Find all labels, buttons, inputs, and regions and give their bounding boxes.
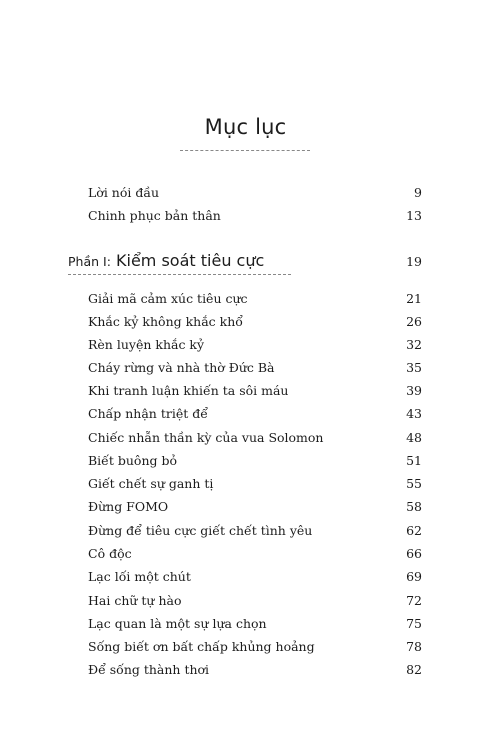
toc-entry[interactable] bbox=[88, 451, 422, 471]
toc-entry-title: Rèn luyện khắc kỷ bbox=[88, 337, 205, 352]
toc-entry-page: 26 bbox=[406, 314, 422, 329]
toc-entry[interactable] bbox=[88, 428, 422, 448]
toc-entry[interactable] bbox=[88, 474, 422, 494]
toc-entry[interactable] bbox=[88, 614, 422, 634]
toc-entry[interactable] bbox=[88, 660, 422, 680]
toc-entry[interactable] bbox=[88, 497, 422, 517]
toc-entry-title: Lạc quan là một sự lựa chọn bbox=[88, 616, 267, 631]
toc-entry-page: 43 bbox=[406, 406, 422, 421]
toc-entry[interactable] bbox=[88, 381, 422, 401]
toc-entry-page: 58 bbox=[406, 499, 422, 514]
toc-entry-page: 55 bbox=[406, 476, 422, 491]
toc-entry[interactable] bbox=[88, 335, 422, 355]
toc-entry-page: 75 bbox=[406, 616, 422, 631]
toc-entry[interactable] bbox=[88, 358, 422, 378]
toc-entry-page: 35 bbox=[406, 360, 422, 375]
toc-entry-title: Hai chữ tự hào bbox=[88, 593, 182, 608]
toc-entry-page: 72 bbox=[406, 593, 422, 608]
toc-entry-title: Giải mã cảm xúc tiêu cực bbox=[88, 291, 248, 306]
toc-entry[interactable] bbox=[88, 591, 422, 611]
toc-entry[interactable] bbox=[88, 521, 422, 541]
toc-entry-page: 69 bbox=[406, 569, 422, 584]
toc-entry-title: Chiếc nhẫn thần kỳ của vua Solomon bbox=[88, 430, 324, 445]
toc-entry[interactable] bbox=[88, 183, 422, 203]
toc-entry-title: Cô độc bbox=[88, 546, 132, 561]
part-dashed-rule bbox=[68, 274, 291, 275]
toc-entry-page: 48 bbox=[406, 430, 422, 445]
toc-entry-page: 62 bbox=[406, 523, 422, 538]
toc-entry-title: Cháy rừng và nhà thờ Đức Bà bbox=[88, 360, 275, 375]
toc-entry-title: Chấp nhận triệt để bbox=[88, 406, 208, 421]
toc-entry-title: Chinh phục bản thân bbox=[88, 208, 221, 223]
toc-entry-page: 9 bbox=[414, 185, 422, 200]
toc-entry-title: Đừng FOMO bbox=[88, 499, 169, 514]
toc-entry-page: 32 bbox=[406, 337, 422, 352]
toc-entry-page: 13 bbox=[406, 208, 422, 223]
part-heading-row[interactable] bbox=[68, 250, 422, 274]
toc-entry[interactable] bbox=[88, 567, 422, 587]
toc-entry-title: Đừng để tiêu cực giết chết tình yêu bbox=[88, 523, 313, 538]
toc-entry-page: 82 bbox=[406, 662, 422, 677]
toc-entry[interactable] bbox=[88, 312, 422, 332]
toc-entry-page: 21 bbox=[406, 291, 422, 306]
toc-title: Mục lục bbox=[204, 115, 287, 139]
toc-entry[interactable] bbox=[88, 289, 422, 309]
toc-entry-title: Khắc kỷ không khắc khổ bbox=[88, 314, 243, 329]
toc-entry[interactable] bbox=[88, 544, 422, 564]
toc-entry-title: Lạc lối một chút bbox=[88, 569, 191, 584]
toc-entry-title: Biết buông bỏ bbox=[88, 453, 178, 468]
toc-entry-title: Sống biết ơn bất chấp khủng hoảng bbox=[88, 639, 315, 654]
toc-entry-title: Để sống thành thơi bbox=[88, 662, 210, 677]
toc-entry[interactable] bbox=[88, 637, 422, 657]
toc-entry-page: 51 bbox=[406, 453, 422, 468]
toc-entry-title: Lời nói đầu bbox=[88, 185, 160, 200]
title-dashed-rule bbox=[180, 150, 310, 151]
toc-entry-page: 66 bbox=[406, 546, 422, 561]
toc-entry-title: Giết chết sự ganh tị bbox=[88, 476, 214, 491]
toc-entry[interactable] bbox=[88, 404, 422, 424]
part-name: Kiểm soát tiêu cực bbox=[116, 251, 265, 270]
part-prefix: Phần I: bbox=[68, 254, 111, 269]
toc-entry[interactable] bbox=[88, 206, 422, 226]
part-page: 19 bbox=[406, 254, 422, 269]
toc-entry-page: 39 bbox=[406, 383, 422, 398]
toc-entry-page: 78 bbox=[406, 639, 422, 654]
part-heading bbox=[68, 250, 264, 273]
toc-entry-title: Khi tranh luận khiến ta sôi máu bbox=[88, 383, 289, 398]
